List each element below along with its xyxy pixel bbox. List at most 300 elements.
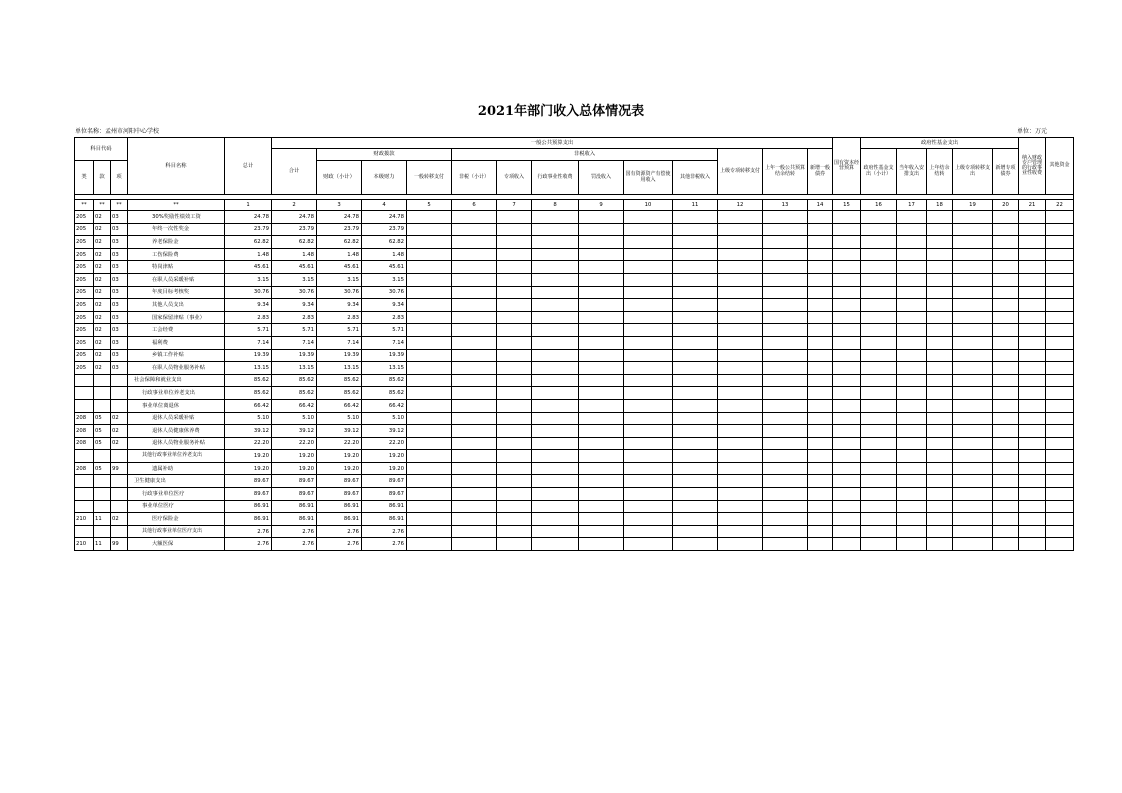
empty-cell	[452, 223, 497, 236]
empty-cell	[532, 500, 579, 513]
lei-cell: 208	[75, 437, 94, 450]
empty-cell	[579, 450, 624, 463]
column-index-cell: **	[111, 200, 128, 211]
fiscal-subtotal-header: 财政（小计）	[317, 161, 362, 195]
state-assets-header: 国有资源资产有偿使用收入	[624, 161, 673, 195]
xiang-cell: 03	[111, 236, 128, 249]
empty-cell	[1019, 273, 1046, 286]
empty-cell	[1019, 488, 1046, 501]
lei-cell: 205	[75, 286, 94, 299]
fiscal-allocation-header: 财政拨款	[317, 149, 452, 161]
empty-cell	[1019, 513, 1046, 526]
xiang-cell: 03	[111, 349, 128, 362]
empty-cell	[808, 399, 833, 412]
subject-name-cell: 国家保留津贴（事业）	[128, 311, 225, 324]
kuan-cell	[94, 399, 111, 412]
empty-cell	[833, 462, 861, 475]
empty-cell	[763, 399, 808, 412]
column-index-cell: 11	[673, 200, 718, 211]
empty-cell	[532, 462, 579, 475]
column-index-cell: 15	[833, 200, 861, 211]
empty-cell	[833, 349, 861, 362]
empty-cell	[624, 500, 673, 513]
empty-cell	[532, 349, 579, 362]
fiscal-subtotal-cell: 24.78	[317, 211, 362, 224]
empty-cell	[953, 211, 993, 224]
empty-cell	[673, 525, 718, 538]
general-budget-header: 一般公共预算支出	[272, 138, 833, 149]
empty-cell	[497, 488, 532, 501]
total-cell: 1.48	[225, 248, 272, 261]
empty-cell	[897, 500, 927, 513]
subject-name-cell: 其他人员支出	[128, 299, 225, 312]
empty-cell	[993, 437, 1019, 450]
empty-cell	[579, 462, 624, 475]
empty-cell	[407, 462, 452, 475]
empty-cell	[763, 387, 808, 400]
empty-cell	[993, 399, 1019, 412]
empty-cell	[763, 236, 808, 249]
empty-cell	[407, 450, 452, 463]
empty-cell	[833, 475, 861, 488]
empty-cell	[497, 261, 532, 274]
subtotal-cell: 86.91	[272, 500, 317, 513]
kuan-cell: 02	[94, 261, 111, 274]
total-cell: 2.76	[225, 538, 272, 551]
empty-cell	[532, 324, 579, 337]
xiang-cell: 99	[111, 462, 128, 475]
own-funds-cell: 1.48	[362, 248, 407, 261]
empty-cell	[579, 425, 624, 438]
empty-cell	[579, 311, 624, 324]
subtotal-cell: 5.71	[272, 324, 317, 337]
empty-cell	[861, 273, 897, 286]
empty-cell	[579, 273, 624, 286]
kuan-cell: 02	[94, 223, 111, 236]
empty-cell	[897, 525, 927, 538]
empty-cell	[833, 525, 861, 538]
empty-cell	[953, 475, 993, 488]
lei-cell: 205	[75, 362, 94, 375]
empty-cell	[897, 273, 927, 286]
column-index-cell: 17	[897, 200, 927, 211]
empty-cell	[763, 324, 808, 337]
fiscal-subtotal-cell: 2.76	[317, 525, 362, 538]
empty-cell	[718, 286, 763, 299]
empty-cell	[718, 488, 763, 501]
empty-cell	[1019, 236, 1046, 249]
empty-cell	[953, 336, 993, 349]
column-index-cell: 19	[953, 200, 993, 211]
empty-cell	[927, 374, 953, 387]
empty-cell	[763, 349, 808, 362]
empty-cell	[927, 336, 953, 349]
empty-cell	[808, 248, 833, 261]
empty-cell	[673, 299, 718, 312]
empty-cell	[497, 399, 532, 412]
empty-cell	[673, 425, 718, 438]
empty-cell	[624, 286, 673, 299]
empty-cell	[532, 399, 579, 412]
empty-cell	[497, 437, 532, 450]
empty-cell	[808, 412, 833, 425]
empty-cell	[1019, 399, 1046, 412]
own-funds-cell: 2.76	[362, 538, 407, 551]
empty-cell	[718, 513, 763, 526]
empty-cell	[927, 223, 953, 236]
column-index-cell: 10	[624, 200, 673, 211]
empty-cell	[1019, 324, 1046, 337]
empty-cell	[624, 399, 673, 412]
empty-cell	[861, 362, 897, 375]
empty-cell	[452, 286, 497, 299]
empty-cell	[452, 437, 497, 450]
empty-cell	[532, 223, 579, 236]
empty-cell	[861, 475, 897, 488]
fiscal-subtotal-cell: 9.34	[317, 299, 362, 312]
lei-cell: 205	[75, 299, 94, 312]
empty-cell	[407, 299, 452, 312]
own-funds-cell: 22.20	[362, 437, 407, 450]
empty-cell	[1046, 349, 1074, 362]
fiscal-subtotal-cell: 13.15	[317, 362, 362, 375]
column-index-cell: 5	[407, 200, 452, 211]
subtotal-cell: 22.20	[272, 437, 317, 450]
transfer-payment-header: 一般转移支付	[407, 161, 452, 195]
empty-cell	[407, 362, 452, 375]
table-row	[75, 387, 1074, 400]
upper-special-transfer-header: 上级专项转移支付	[718, 149, 763, 195]
empty-cell	[993, 311, 1019, 324]
empty-cell	[407, 374, 452, 387]
empty-cell	[407, 223, 452, 236]
empty-cell	[953, 324, 993, 337]
empty-cell	[993, 299, 1019, 312]
empty-cell	[532, 336, 579, 349]
empty-cell	[497, 538, 532, 551]
fiscal-subtotal-cell: 85.62	[317, 374, 362, 387]
gov-fund-header: 政府性基金支出	[861, 138, 1019, 149]
empty-cell	[897, 450, 927, 463]
lei-cell: 205	[75, 324, 94, 337]
empty-cell	[624, 374, 673, 387]
empty-cell	[833, 387, 861, 400]
empty-cell	[624, 299, 673, 312]
empty-cell	[808, 475, 833, 488]
lei-header: 类	[75, 161, 94, 195]
empty-cell	[1046, 425, 1074, 438]
kuan-cell	[94, 475, 111, 488]
lei-cell: 210	[75, 513, 94, 526]
empty-cell	[532, 475, 579, 488]
empty-cell	[452, 211, 497, 224]
empty-cell	[579, 324, 624, 337]
empty-cell	[407, 513, 452, 526]
empty-cell	[497, 248, 532, 261]
xiang-cell	[111, 475, 128, 488]
own-funds-cell: 3.15	[362, 273, 407, 286]
empty-cell	[897, 412, 927, 425]
empty-cell	[953, 450, 993, 463]
table-row	[75, 211, 1074, 224]
xiang-cell	[111, 500, 128, 513]
fiscal-subtotal-cell: 86.91	[317, 513, 362, 526]
lei-cell	[75, 399, 94, 412]
total-cell: 45.61	[225, 261, 272, 274]
empty-cell	[763, 450, 808, 463]
subtotal-cell: 13.15	[272, 362, 317, 375]
empty-cell	[953, 374, 993, 387]
empty-cell	[993, 374, 1019, 387]
empty-cell	[579, 261, 624, 274]
empty-cell	[861, 412, 897, 425]
empty-cell	[497, 450, 532, 463]
subject-name-cell: 年终一次性奖金	[128, 223, 225, 236]
empty-cell	[833, 513, 861, 526]
empty-cell	[452, 299, 497, 312]
fiscal-subtotal-cell: 30.76	[317, 286, 362, 299]
empty-cell	[953, 513, 993, 526]
empty-cell	[407, 437, 452, 450]
total-cell: 7.14	[225, 336, 272, 349]
empty-cell	[808, 286, 833, 299]
kuan-cell	[94, 488, 111, 501]
empty-cell	[861, 538, 897, 551]
empty-cell	[833, 399, 861, 412]
total-cell: 62.82	[225, 236, 272, 249]
empty-cell	[808, 488, 833, 501]
subject-name-cell: 其他行政事业单位医疗支出	[128, 525, 225, 538]
current-income-header: 当年收入安排支出	[897, 149, 927, 195]
empty-cell	[532, 425, 579, 438]
empty-cell	[861, 450, 897, 463]
empty-cell	[624, 362, 673, 375]
empty-cell	[927, 412, 953, 425]
empty-cell	[407, 399, 452, 412]
kuan-cell: 02	[94, 248, 111, 261]
empty-cell	[763, 475, 808, 488]
xiang-cell	[111, 488, 128, 501]
empty-cell	[579, 286, 624, 299]
empty-cell	[897, 462, 927, 475]
empty-cell	[532, 387, 579, 400]
empty-cell	[673, 488, 718, 501]
own-funds-cell: 9.34	[362, 299, 407, 312]
empty-cell	[579, 399, 624, 412]
empty-cell	[993, 462, 1019, 475]
empty-cell	[808, 362, 833, 375]
empty-cell	[407, 211, 452, 224]
empty-cell	[861, 299, 897, 312]
column-index-cell: 20	[993, 200, 1019, 211]
empty-cell	[452, 387, 497, 400]
empty-cell	[673, 286, 718, 299]
kuan-cell: 02	[94, 336, 111, 349]
empty-cell	[993, 336, 1019, 349]
empty-cell	[897, 387, 927, 400]
subject-name-cell: 社会保障和就业支出	[128, 374, 225, 387]
empty-cell	[579, 500, 624, 513]
empty-cell	[624, 236, 673, 249]
empty-cell	[718, 525, 763, 538]
total-cell: 19.20	[225, 450, 272, 463]
subject-name-cell: 在职人员采暖补贴	[128, 273, 225, 286]
empty-cell	[718, 450, 763, 463]
own-funds-cell: 5.71	[362, 324, 407, 337]
table-row	[75, 336, 1074, 349]
column-index-cell: 16	[861, 200, 897, 211]
empty-cell	[953, 299, 993, 312]
empty-cell	[624, 513, 673, 526]
empty-cell	[718, 538, 763, 551]
subtotal-cell: 85.62	[272, 374, 317, 387]
xiang-cell: 03	[111, 223, 128, 236]
empty-cell	[624, 425, 673, 438]
lei-cell: 205	[75, 211, 94, 224]
fiscal-subtotal-cell: 66.42	[317, 399, 362, 412]
own-funds-cell: 89.67	[362, 475, 407, 488]
empty-cell	[1046, 437, 1074, 450]
subject-name-cell: 福利费	[128, 336, 225, 349]
empty-cell	[763, 211, 808, 224]
empty-cell	[927, 500, 953, 513]
subtotal-cell: 23.79	[272, 223, 317, 236]
empty-cell	[927, 488, 953, 501]
empty-cell	[532, 362, 579, 375]
own-funds-cell: 24.78	[362, 211, 407, 224]
kuan-cell: 02	[94, 362, 111, 375]
empty-cell	[763, 425, 808, 438]
empty-cell	[624, 538, 673, 551]
empty-cell	[579, 211, 624, 224]
empty-cell	[953, 500, 993, 513]
empty-cell	[808, 425, 833, 438]
empty-cell	[808, 374, 833, 387]
empty-cell	[673, 412, 718, 425]
subtotal-cell: 30.76	[272, 286, 317, 299]
empty-cell	[993, 387, 1019, 400]
empty-cell	[1019, 336, 1046, 349]
empty-cell	[1046, 462, 1074, 475]
subject-name-cell: 其他行政事业单位养老支出	[128, 450, 225, 463]
own-funds-header: 本级财力	[362, 161, 407, 195]
own-funds-cell: 66.42	[362, 399, 407, 412]
total-cell: 5.10	[225, 412, 272, 425]
subject-name-cell: 卫生健康支出	[128, 475, 225, 488]
empty-cell	[1046, 324, 1074, 337]
subject-name-cell: 行政事业单位养老支出	[128, 387, 225, 400]
other-non-tax-header: 其他非税收入	[673, 161, 718, 195]
empty-cell	[833, 261, 861, 274]
own-funds-cell: 19.20	[362, 450, 407, 463]
empty-cell	[1019, 450, 1046, 463]
empty-cell	[808, 525, 833, 538]
empty-cell	[861, 324, 897, 337]
table-row	[75, 311, 1074, 324]
total-cell: 5.71	[225, 324, 272, 337]
table-row	[75, 223, 1074, 236]
empty-cell	[579, 538, 624, 551]
empty-cell	[1046, 374, 1074, 387]
empty-cell	[718, 336, 763, 349]
empty-cell	[993, 525, 1019, 538]
empty-cell	[808, 387, 833, 400]
subject-name-cell: 工会经费	[128, 324, 225, 337]
own-funds-cell: 85.62	[362, 374, 407, 387]
empty-cell	[452, 349, 497, 362]
empty-cell	[808, 513, 833, 526]
empty-cell	[808, 223, 833, 236]
empty-cell	[407, 236, 452, 249]
total-cell: 89.67	[225, 475, 272, 488]
new-bond-header: 新增一般债券	[808, 149, 833, 195]
empty-cell	[808, 236, 833, 249]
empty-cell	[808, 273, 833, 286]
empty-cell	[763, 525, 808, 538]
table-header	[75, 138, 1074, 211]
subtotal-cell: 2.83	[272, 311, 317, 324]
empty-cell	[1019, 437, 1046, 450]
subject-code-header: 科目代码	[75, 138, 128, 161]
total-cell: 89.67	[225, 488, 272, 501]
empty-cell	[763, 311, 808, 324]
empty-cell	[808, 211, 833, 224]
empty-cell	[452, 324, 497, 337]
total-cell: 2.83	[225, 311, 272, 324]
empty-cell	[407, 248, 452, 261]
empty-cell	[1046, 273, 1074, 286]
empty-cell	[673, 450, 718, 463]
empty-cell	[497, 462, 532, 475]
empty-cell	[407, 349, 452, 362]
own-funds-cell: 30.76	[362, 286, 407, 299]
empty-cell	[1046, 450, 1074, 463]
empty-cell	[624, 211, 673, 224]
empty-cell	[532, 236, 579, 249]
xiang-cell: 03	[111, 362, 128, 375]
table-row	[75, 462, 1074, 475]
empty-cell	[808, 336, 833, 349]
subtotal-cell: 62.82	[272, 236, 317, 249]
empty-cell	[673, 538, 718, 551]
empty-cell	[993, 211, 1019, 224]
own-funds-cell: 23.79	[362, 223, 407, 236]
empty-cell	[452, 500, 497, 513]
empty-cell	[532, 488, 579, 501]
empty-cell	[808, 450, 833, 463]
column-index-cell: 22	[1046, 200, 1074, 211]
subject-name-cell: 30%奖励性绩效工资	[128, 211, 225, 224]
empty-cell	[993, 475, 1019, 488]
empty-cell	[1046, 336, 1074, 349]
subtotal-cell: 89.67	[272, 475, 317, 488]
empty-cell	[407, 324, 452, 337]
empty-cell	[1046, 488, 1074, 501]
total-cell: 19.39	[225, 349, 272, 362]
column-index-cell: 12	[718, 200, 763, 211]
empty-cell	[897, 513, 927, 526]
empty-cell	[1046, 538, 1074, 551]
own-funds-cell: 45.61	[362, 261, 407, 274]
empty-cell	[953, 273, 993, 286]
empty-cell	[1046, 211, 1074, 224]
empty-cell	[718, 299, 763, 312]
empty-cell	[718, 374, 763, 387]
subject-name-cell: 养老保险金	[128, 236, 225, 249]
empty-cell	[624, 412, 673, 425]
empty-cell	[532, 286, 579, 299]
empty-cell	[673, 261, 718, 274]
